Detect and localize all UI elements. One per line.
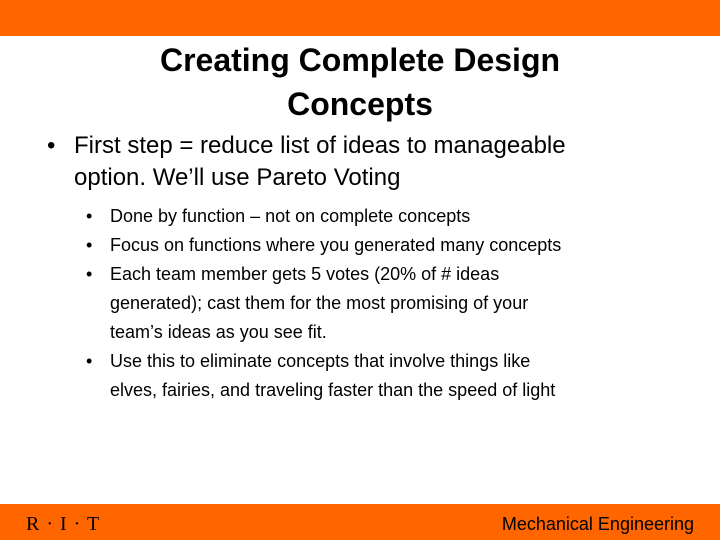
slide-title-line-2: Concepts: [287, 86, 433, 122]
bullet-icon: •: [47, 132, 56, 159]
sub-bullet-item: [0, 202, 670, 231]
rit-logo: R · I · T: [26, 513, 101, 535]
top-accent-bar: [0, 0, 720, 36]
sub-bullet-line: team’s ideas as you see fit.: [110, 322, 327, 342]
bullet-icon: •: [86, 351, 93, 371]
sub-bullet-item: [0, 260, 670, 347]
main-bullet-line-2: option. We’ll use Pareto Voting: [74, 164, 401, 191]
slide-title: [90, 38, 630, 126]
slide-title-line-1: Creating Complete Design: [159, 42, 561, 78]
department-name: Mechanical Engineering: [501, 514, 694, 534]
sub-bullet-list: [0, 202, 720, 405]
sub-bullet-line: Use this to eliminate concepts that involve things like: [110, 351, 531, 371]
bullet-icon: •: [86, 264, 93, 284]
sub-bullet-line: generated); cast them for the most promising of your: [110, 293, 529, 313]
sub-bullet-line: Each team member gets 5 votes (20% of # ideas: [110, 264, 500, 284]
bullet-icon: •: [86, 235, 93, 255]
sub-bullet-line: Focus on functions where you generated many concepts: [110, 235, 562, 255]
slide-content: [0, 130, 720, 405]
main-bullet: [0, 130, 674, 194]
main-bullet-line-1: First step = reduce list of ideas to manageable: [74, 132, 566, 159]
bullet-icon: •: [86, 206, 93, 226]
sub-bullet-line: Done by function – not on complete concepts: [110, 206, 471, 226]
sub-bullet-item: [0, 347, 670, 405]
sub-bullet-item: [0, 231, 670, 260]
sub-bullet-line: elves, fairies, and traveling faster than the speed of light: [110, 380, 556, 400]
